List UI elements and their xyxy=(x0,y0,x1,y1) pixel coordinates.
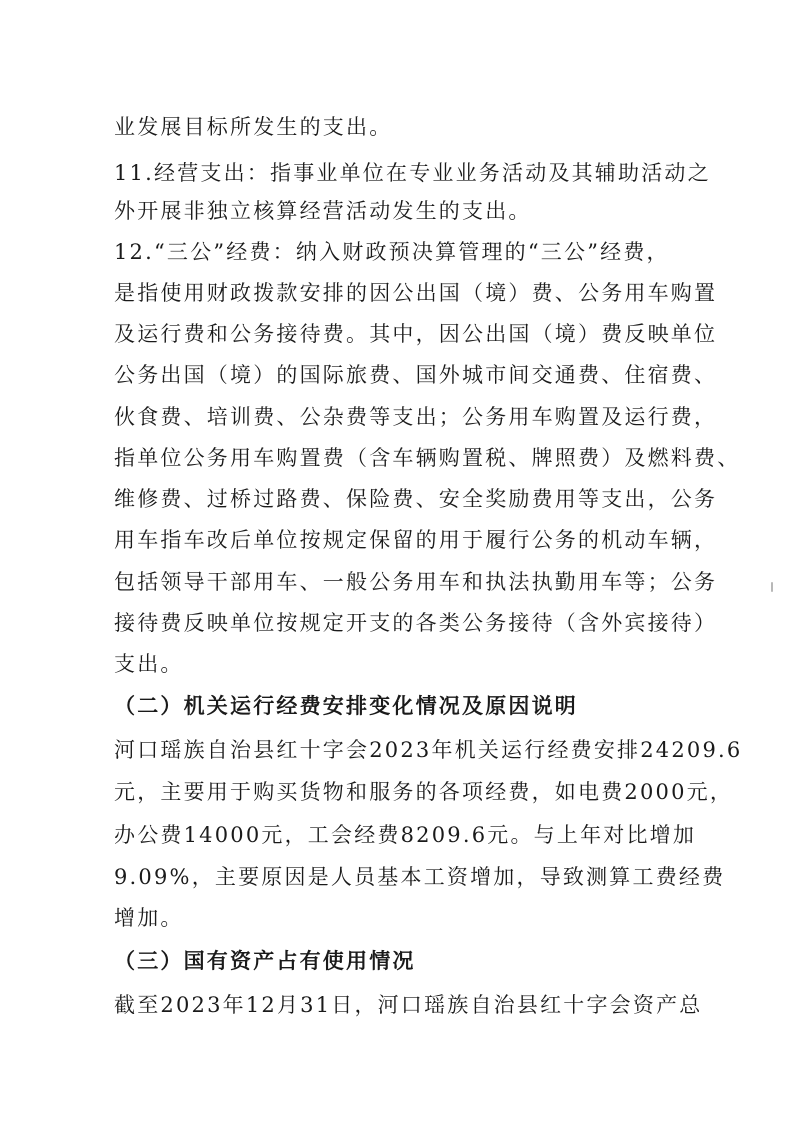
text-line: 9.09%，主要原因是人员基本工资增加，导致测算工费经费 xyxy=(114,865,726,889)
text-line: 包括领导干部用车、一般公务用车和执法执勤用车等；公务 xyxy=(114,570,718,594)
text-line: 河口瑶族自治县红十字会2023年机关运行经费安排24209.6 xyxy=(114,738,743,762)
section-heading: （二）机关运行经费安排变化情况及原因说明 xyxy=(114,693,578,718)
text-line: 11.经营支出：指事业单位在专业业务活动及其辅助活动之 xyxy=(114,161,711,185)
scan-mark xyxy=(771,582,773,592)
text-line: 指单位公务用车购置费（含车辆购置税、牌照费）及燃料费、 xyxy=(114,446,741,470)
text-line: 公务出国（境）的国际旅费、国外城市间交通费、住宿费、 xyxy=(114,363,718,387)
text-line: 业发展目标所发生的支出。 xyxy=(114,115,393,139)
text-line: 截至2023年12月31日，河口瑶族自治县红十字会资产总 xyxy=(114,993,703,1017)
text-line: 12.“三公”经费：纳入财政预决算管理的“三公”经费， xyxy=(114,240,670,264)
text-line: 用车指车改后单位按规定保留的用于履行公务的机动车辆， xyxy=(114,528,718,552)
text-line: 伙食费、培训费、公杂费等支出；公务用车购置及运行费， xyxy=(114,405,718,429)
text-line: 增加。 xyxy=(114,906,184,930)
text-line: 及运行费和公务接待费。其中，因公出国（境）费反映单位 xyxy=(114,322,718,346)
text-line: 元，主要用于购买货物和服务的各项经费，如电费2000元， xyxy=(114,780,734,804)
text-line: 是指使用财政拨款安排的因公出国（境）费、公务用车购置 xyxy=(114,281,718,305)
text-line: 接待费反映单位按规定开支的各类公务接待（含外宾接待） xyxy=(114,611,718,635)
section-heading: （三）国有资产占有使用情况 xyxy=(114,948,416,973)
text-line: 外开展非独立核算经营活动发生的支出。 xyxy=(114,199,532,223)
text-line: 办公费14000元，工会经费8209.6元。与上年对比增加 xyxy=(114,823,697,847)
text-line: 支出。 xyxy=(114,652,184,676)
text-line: 维修费、过桥过路费、保险费、安全奖励费用等支出，公务 xyxy=(114,487,718,511)
